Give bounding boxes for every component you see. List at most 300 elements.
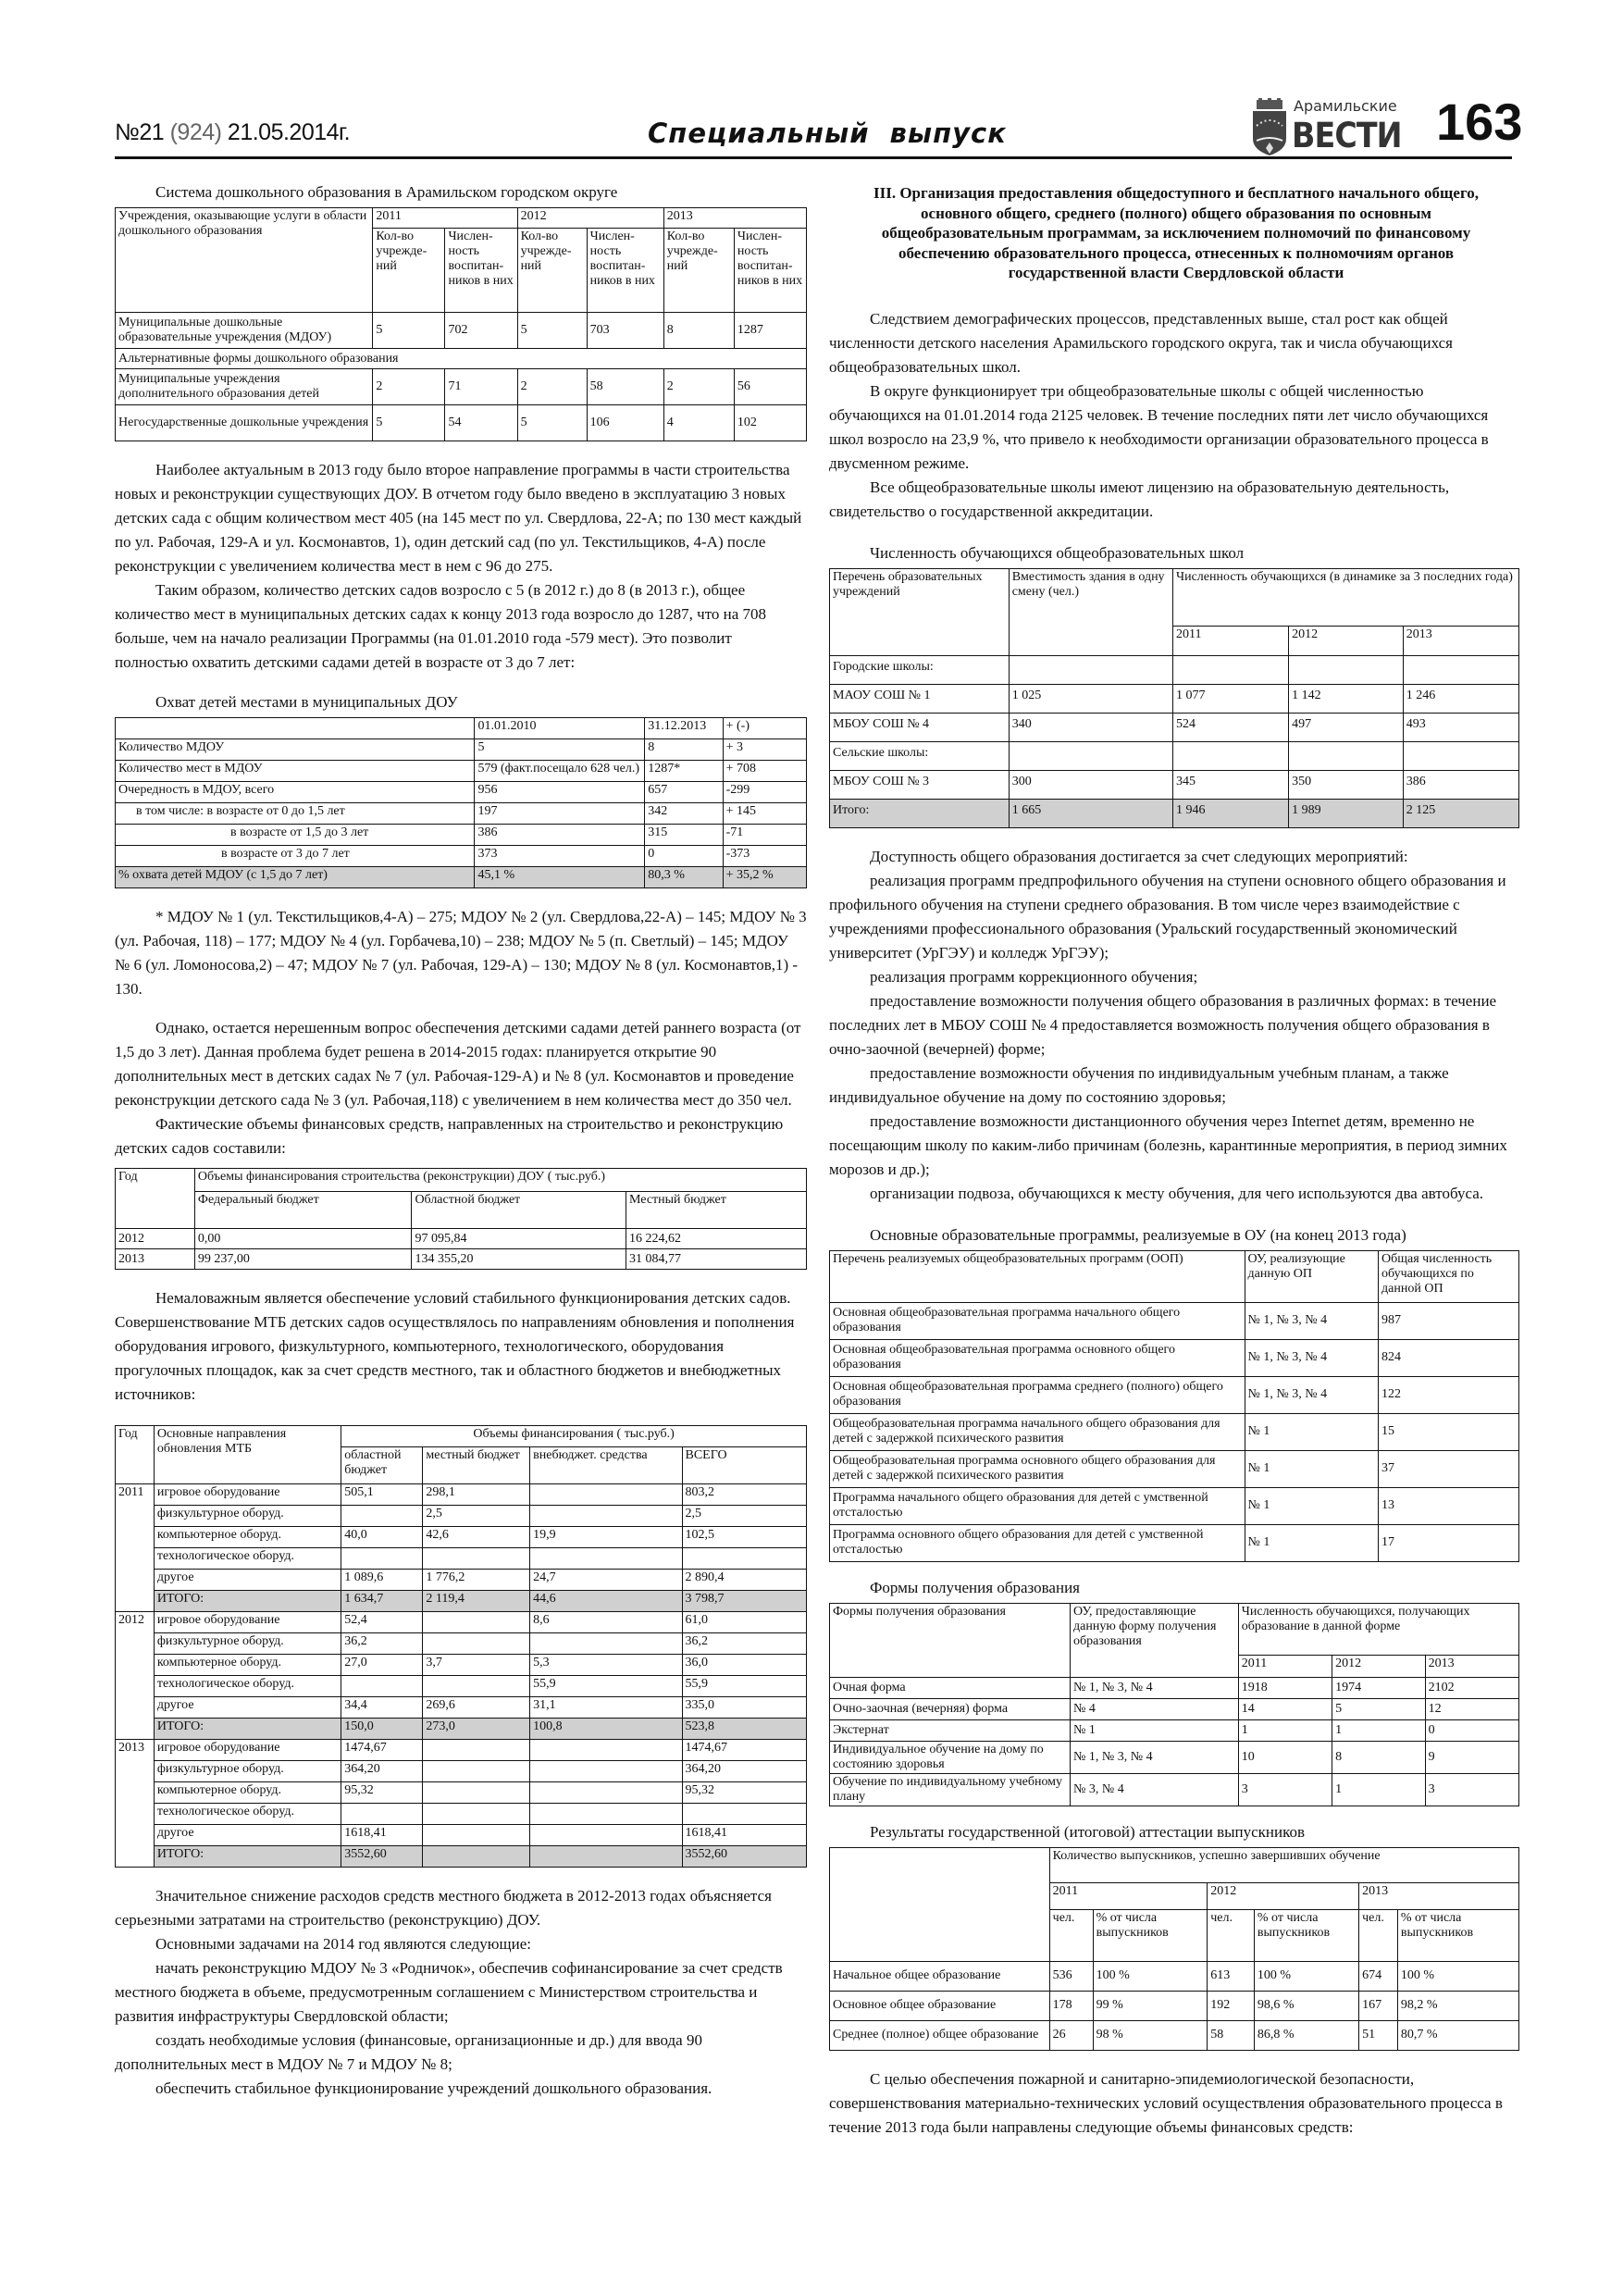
table-cell	[530, 1740, 682, 1761]
table-cell	[423, 1633, 530, 1655]
header-year: 2012	[1332, 1655, 1426, 1677]
table-cell: 613	[1208, 1961, 1255, 1991]
table-cell: ИТОГО:	[154, 1719, 341, 1740]
table-cell: 8,6	[530, 1612, 682, 1633]
table-cell: 987	[1379, 1302, 1519, 1339]
table-cell	[341, 1548, 423, 1570]
table-cell: 45,1 %	[475, 867, 645, 888]
header-cell: местный бюджет	[423, 1447, 530, 1484]
table-cell: 1618,41	[682, 1825, 807, 1846]
table-cell: 8	[1332, 1741, 1426, 1773]
table-cell: 9	[1425, 1741, 1518, 1773]
table-cell: 1 776,2	[423, 1570, 530, 1591]
table-cell: 150,0	[341, 1719, 423, 1740]
table-cell: 373	[475, 846, 645, 867]
paragraph: Таким образом, количество детских садов возросло с 5 (в 2012 г.) до 8 (в 2013 г.), общее количество мест в муниципальных детских садах к концу 2013 года возросло до 1287, что на 708 больше, чем на начало реализации Программы (на 01.01.2010 года -579 мест). Это позволит полностью охватить детскими садами детей в возрасте от 3 до 7 лет:	[115, 581, 767, 671]
table-cell: 2102	[1425, 1677, 1518, 1698]
header-cell: Федеральный бюджет	[194, 1192, 412, 1229]
table-cell: № 4	[1071, 1698, 1239, 1719]
table-caption: Численность обучающихся общеобразовательных школ	[870, 543, 1245, 562]
table-row	[830, 1376, 1519, 1413]
table-cell: 536	[1049, 1961, 1093, 1991]
table-cell: + 145	[723, 803, 806, 825]
table-cell: 55,9	[530, 1676, 682, 1697]
table-cell: № 1, № 3, № 4	[1245, 1376, 1379, 1413]
table-cell: -373	[723, 846, 806, 867]
table-row	[116, 782, 807, 803]
table-row	[116, 846, 807, 867]
header-year: 2011	[1049, 1882, 1208, 1909]
table-cell: 824	[1379, 1339, 1519, 1376]
table-cell: компьютерное оборуд.	[154, 1782, 341, 1804]
table-cell: Количество мест в МДОУ	[116, 761, 475, 782]
header-percent: % от числа выпускников	[1397, 1909, 1518, 1961]
table-cell: 17	[1379, 1524, 1519, 1561]
table-cell: 1	[1332, 1773, 1426, 1806]
table-cell: № 1, № 3, № 4	[1071, 1741, 1239, 1773]
header-count: Кол-во учрежде-ний	[517, 229, 587, 313]
table-row	[116, 1761, 807, 1782]
table-cell: в том числе: в возрасте от 0 до 1,5 лет	[116, 803, 475, 825]
year-cell: 2012	[116, 1612, 155, 1740]
table-cell: 80,7 %	[1397, 2020, 1518, 2050]
table-cell: 36,2	[682, 1633, 807, 1655]
table-row	[830, 1524, 1519, 1561]
table-cell: 1 089,6	[341, 1570, 423, 1591]
table-cell	[530, 1825, 682, 1846]
footnote	[115, 905, 807, 1001]
header-people: чел.	[1359, 1909, 1398, 1961]
paragraph: Немаловажным является обеспечение условий стабильного функционирования детских садов. Совершенствование МТБ детских садов осуществлялось по направлениям обновления и пополнения оборудования игрового, физкультурного, компьютерного, технологического, оборудования прогулочных площадок, как за счет средств местного, так и областного бюджетов и внебюджетных источников:	[115, 1289, 795, 1403]
table-cell: 350	[1289, 770, 1404, 799]
table-cell: Очередность в МДОУ, всего	[116, 782, 475, 803]
table-cell: 95,32	[341, 1782, 423, 1804]
paragraph: предоставление возможности обучения по индивидуальным учебным планам, а также индивидуальное обучение на дому по состоянию здоровья;	[829, 1063, 1449, 1106]
right-column	[829, 183, 1519, 2154]
table-cell: № 1	[1071, 1719, 1239, 1741]
header-empty	[830, 1847, 1050, 1961]
table-cell	[682, 1804, 807, 1825]
table-cell	[530, 1782, 682, 1804]
table-cell	[423, 1825, 530, 1846]
table-cell: 674	[1359, 1961, 1398, 1991]
table-cell: 26	[1049, 2020, 1093, 2050]
table-cell: 3	[1425, 1773, 1518, 1806]
table-cell	[423, 1676, 530, 1697]
table-cell: Основная общеобразовательная программа начального общего образования	[830, 1302, 1245, 1339]
table-cell: 52,4	[341, 1612, 423, 1633]
table-cell: 2 119,4	[423, 1591, 530, 1612]
header-group: Численность обучающихся, получающих образование в данной форме	[1238, 1603, 1518, 1655]
table-cell: 5,3	[530, 1655, 682, 1676]
table-cell: 269,6	[423, 1697, 530, 1719]
table-row	[116, 1527, 807, 1548]
table-cell: 2,5	[682, 1506, 807, 1527]
table-cell: Обучение по индивидуальному учебному плану	[830, 1773, 1071, 1806]
table-cell: 5	[517, 313, 587, 349]
section-heading: III. Организация предоставления общедоступного и бесплатного начального общего, основного общего, среднего (полного) общего образования по основным общеобразовательным программам, за исключением полномочий по финансовому обеспечению образовательного процесса, отнесенных к полномочиям органов государственной власти Свердловской области	[873, 184, 1479, 281]
table-cell: 579 (факт.посещало 628 чел.)	[475, 761, 645, 782]
table-cell: МБОУ СОШ № 3	[830, 770, 1010, 799]
header-group: Численность обучающихся (в динамике за 3 последних года)	[1172, 568, 1518, 626]
table-cell: № 3, № 4	[1071, 1773, 1239, 1806]
table-cell: № 1	[1245, 1413, 1379, 1450]
table-cell: 54	[445, 405, 517, 441]
footnote-text: * МДОУ № 1 (ул. Текстильщиков,4-А) – 275; МДОУ № 2 (ул. Свердлова,22-А) – 145; МДОУ № 3 (ул. Рабочая, 118) – 177; МДОУ № 4 (ул. Горбачева,10) – 238; МДОУ № 5 (п. Светлый) – 145; МДОУ № 6 (ул. Ломоносова,2) – 47; МДОУ № 7 (ул. Рабочая, 129-А) – 130; МДОУ № 8 (ул. Космонавтов,1) - 130.	[115, 908, 807, 998]
table-row	[116, 1697, 807, 1719]
table-cell	[341, 1804, 423, 1825]
table-cell: 345	[1172, 770, 1288, 799]
table-cell: 71	[445, 369, 517, 405]
header-cell: Местный бюджет	[626, 1192, 807, 1229]
table-cell	[1403, 741, 1518, 770]
paragraph: предоставление возможности получения общего образования в различных формах: в течение последних лет в МБОУ СОШ № 4 предоставляется возможность получения общего образования в очно-заочной (вечерней) форме;	[829, 991, 1497, 1058]
title-word: Специальный	[648, 118, 870, 149]
paragraph: реализация программ коррекционного обучения;	[870, 967, 1198, 986]
table-row	[830, 1302, 1519, 1339]
table-row	[116, 1782, 807, 1804]
table-row	[830, 1487, 1519, 1524]
header-count: Кол-во учрежде-ний	[373, 229, 445, 313]
table-cell: Количество МДОУ	[116, 739, 475, 761]
preschool-system-table	[115, 207, 807, 441]
table-cell	[1172, 655, 1288, 684]
table-cell: 86,8 %	[1254, 2020, 1358, 2050]
header-year: 2013	[1359, 1882, 1519, 1909]
header-cell: внебюджет. средства	[530, 1447, 682, 1484]
paragraph: обеспечить стабильное функционирование учреждений дошкольного образования.	[155, 2079, 712, 2097]
header-group: Объемы финансирования ( тыс.руб.)	[341, 1426, 807, 1447]
table-cell: 8	[663, 313, 734, 349]
table-cell: в возрасте от 1,5 до 3 лет	[116, 825, 475, 846]
table-cell	[341, 1506, 423, 1527]
issue-date: 21.05.2014г.	[227, 119, 351, 145]
table-row	[116, 369, 807, 405]
table-cell	[423, 1804, 530, 1825]
table-cell: Муниципальные учреждения дополнительного образования детей	[116, 369, 373, 405]
table-cell: 335,0	[682, 1697, 807, 1719]
header-count: Кол-во учрежде-ний	[663, 229, 734, 313]
table-cell	[682, 1548, 807, 1570]
table-cell: 100,8	[530, 1719, 682, 1740]
table-cell	[530, 1761, 682, 1782]
table-cell: 1	[1238, 1719, 1332, 1741]
table-cell: № 1, № 3, № 4	[1071, 1677, 1239, 1698]
table-cell: 8	[645, 739, 723, 761]
table-cell: 1287	[734, 313, 806, 349]
table-cell: 134 355,20	[412, 1249, 626, 1270]
table-row	[830, 2020, 1519, 2050]
table-cell: 3552,60	[682, 1846, 807, 1868]
table-row	[116, 1719, 807, 1740]
header-year: 2013	[1425, 1655, 1518, 1677]
table-cell: Очная форма	[830, 1677, 1071, 1698]
table-cell: 4	[663, 405, 734, 441]
table-cell: ИТОГО:	[154, 1591, 341, 1612]
logo-title: ВЕСТИ	[1292, 116, 1402, 155]
text-block	[829, 2067, 1519, 2140]
table-row	[116, 1804, 807, 1825]
header-people: чел.	[1049, 1909, 1093, 1961]
table-cell: 1474,67	[682, 1740, 807, 1761]
table-cell: + 3	[723, 739, 806, 761]
table-cell: 31 084,77	[626, 1249, 807, 1270]
table-cell: 13	[1379, 1487, 1519, 1524]
table-caption: Формы получения образования	[870, 1578, 1080, 1596]
table-cell: ИТОГО:	[154, 1846, 341, 1868]
paragraph: создать необходимые условия (финансовые, организационные и др.) для ввода 90 дополнительных мест в МДОУ № 7 и МДОУ № 8;	[115, 2031, 702, 2073]
paragraph: Все общеобразовательные школы имеют лицензию на образовательную деятельность, свидетельство о государственной аккредитации.	[829, 478, 1450, 520]
text-block	[115, 1286, 807, 1407]
header-year: 2012	[1208, 1882, 1359, 1909]
table-row	[830, 713, 1519, 741]
table-cell: Муниципальные дошкольные образовательные учреждения (МДОУ)	[116, 313, 373, 349]
table-cell: Основная общеобразовательная программа основного общего образования	[830, 1339, 1245, 1376]
table-cell: 1 989	[1289, 799, 1404, 827]
table-row	[830, 799, 1519, 827]
paragraph: реализация программ предпрофильного обучения на ступени основного общего образования и профильного обучения на ступени среднего образования. В том числе через взаимодействие с учреждениями профессионального образования (Уральский государственный экономический университет (УрГЭУ) и колледж УрГЭУ);	[829, 871, 1506, 962]
table-cell: 2	[373, 369, 445, 405]
table-cell: 3552,60	[341, 1846, 423, 1868]
table-cell: Сельские школы:	[830, 741, 1010, 770]
header-direction: Основные направления обновления МТБ	[154, 1426, 341, 1484]
table-caption: Система дошкольного образования в Арамильском городском округе	[155, 183, 618, 201]
year-cell: 2013	[116, 1740, 155, 1868]
header-year: 2012	[517, 208, 663, 229]
table-cell: Индивидуальное обучение на дому по состоянию здоровья	[830, 1741, 1071, 1773]
table-cell	[1172, 741, 1288, 770]
paragraph: Наиболее актуальным в 2013 году было второе направление программы в части строительства новых и реконструкции существующих ДОУ. В отчетом году было введено в эксплуатацию 3 новых детских сада с общим количеством мест 405 (на 145 мест по ул. Свердлова, 22-А; по 130 мест каждый по ул. Рабочая, 129-А и ул. Космонавтов, 1), один детский сад (по ул. Текстильщиков, 4-А) после реконструкции с увеличением количества мест в нем с 96 до 275.	[115, 461, 802, 575]
table-row	[116, 1484, 807, 1506]
table-cell: 100 %	[1254, 1961, 1358, 1991]
table-cell: -71	[723, 825, 806, 846]
table-row	[830, 1773, 1519, 1806]
table-cell: 100 %	[1093, 1961, 1208, 1991]
header-form: Формы получения образования	[830, 1603, 1071, 1677]
table-cell	[1403, 655, 1518, 684]
table-cell	[530, 1548, 682, 1570]
table-cell: МАОУ СОШ № 1	[830, 684, 1010, 713]
table-cell	[341, 1676, 423, 1697]
table-cell: 956	[475, 782, 645, 803]
header-year: 2011	[1238, 1655, 1332, 1677]
table-cell: + 708	[723, 761, 806, 782]
issue-info	[115, 118, 350, 146]
table-cell: 36,0	[682, 1655, 807, 1676]
issue-total-number: (924)	[169, 119, 222, 145]
mtb-funding-table	[115, 1425, 807, 1868]
table-row	[830, 1741, 1519, 1773]
title-word: выпуск	[889, 118, 1007, 149]
table-cell: 99 %	[1093, 1991, 1208, 2020]
table-cell	[423, 1612, 530, 1633]
table-cell: другое	[154, 1570, 341, 1591]
table-cell: 1974	[1332, 1677, 1426, 1698]
table-cell	[423, 1846, 530, 1868]
table-cell: 3 798,7	[682, 1591, 807, 1612]
table-cell: физкультурное оборуд.	[154, 1633, 341, 1655]
table-row	[830, 741, 1519, 770]
table-cell: физкультурное оборуд.	[154, 1506, 341, 1527]
table-cell: 5	[475, 739, 645, 761]
table-cell: 16 224,62	[626, 1229, 807, 1249]
table-cell: Основное общее образование	[830, 1991, 1050, 2020]
table-row	[116, 1548, 807, 1570]
table-row	[116, 1846, 807, 1868]
table-cell: 99 237,00	[194, 1249, 412, 1270]
table-cell: 2012	[116, 1229, 195, 1249]
attestation-results-table	[829, 1847, 1519, 2051]
header-year: 2011	[1172, 626, 1288, 655]
paragraph: Следствием демографических процессов, представленных выше, стал рост как общей численности детского населения Арамильского городского округа, так и числа обучающихся общеобразовательных школ.	[829, 309, 1453, 376]
issue-number: №21	[115, 119, 165, 145]
table-row	[116, 405, 807, 441]
table-cell: компьютерное оборуд.	[154, 1527, 341, 1548]
header-percent: % от числа выпускников	[1254, 1909, 1358, 1961]
table-cell: 97 095,84	[412, 1229, 626, 1249]
table-cell: 36,2	[341, 1633, 423, 1655]
page-number: 163	[1436, 93, 1523, 151]
table-cell: 1618,41	[341, 1825, 423, 1846]
table-cell: Основная общеобразовательная программа среднего (полного) общего образования	[830, 1376, 1245, 1413]
header-year: Год	[116, 1169, 195, 1229]
table-row	[116, 867, 807, 888]
table-cell: 24,7	[530, 1570, 682, 1591]
header-cell: 01.01.2010	[475, 718, 645, 739]
table-cell: 58	[587, 369, 663, 405]
table-row	[830, 1991, 1519, 2020]
header-cell	[116, 718, 475, 739]
table-cell: 1 634,7	[341, 1591, 423, 1612]
table-cell: 197	[475, 803, 645, 825]
table-cell: 40,0	[341, 1527, 423, 1548]
table-cell: 5	[373, 405, 445, 441]
table-cell: 19,9	[530, 1527, 682, 1548]
table-cell: 2 890,4	[682, 1570, 807, 1591]
table-cell: 122	[1379, 1376, 1519, 1413]
table-cell: Итого:	[830, 799, 1010, 827]
table-cell	[423, 1548, 530, 1570]
logo-subtitle: Арамильские	[1294, 97, 1397, 115]
text-block	[829, 845, 1519, 1206]
table-cell: 2	[663, 369, 734, 405]
table-cell: игровое оборудование	[154, 1484, 341, 1506]
paragraph: С целью обеспечения пожарной и санитарно-эпидемиологической безопасности, совершенствования материально-технических условий осуществления образовательного процесса в течение 2013 года были направлены следующие объемы финансовых средств:	[829, 2069, 1503, 2136]
table-cell: Общеобразовательная программа основного общего образования для детей с задержкой психического развития	[830, 1450, 1245, 1487]
table-cell: 167	[1359, 1991, 1398, 2020]
table-cell: другое	[154, 1825, 341, 1846]
header-pupils: Числен-ность воспитан-ников в них	[445, 229, 517, 313]
table-cell: 14	[1238, 1698, 1332, 1719]
table-cell: 3,7	[423, 1655, 530, 1676]
table-row	[116, 313, 807, 349]
header-year: 2012	[1289, 626, 1404, 655]
table-cell: 298,1	[423, 1484, 530, 1506]
paragraph: Доступность общего образования достигается за счет следующих мероприятий:	[870, 847, 1408, 865]
table-cell: 273,0	[423, 1719, 530, 1740]
text-block	[115, 458, 807, 675]
table-cell: Альтернативные формы дошкольного образования	[116, 349, 807, 369]
table-cell: 27,0	[341, 1655, 423, 1676]
table-cell: 10	[1238, 1741, 1332, 1773]
table-cell: 2	[517, 369, 587, 405]
table-cell: 1474,67	[341, 1740, 423, 1761]
table-cell: № 1	[1245, 1524, 1379, 1561]
table-row	[830, 1677, 1519, 1698]
paragraph: Основными задачами на 2014 год являются следующие:	[155, 1935, 531, 1953]
table-row	[830, 684, 1519, 713]
programs-table	[829, 1250, 1519, 1562]
table-cell: № 1, № 3, № 4	[1245, 1302, 1379, 1339]
table-cell: 1 077	[1172, 684, 1288, 713]
header-percent: % от числа выпускников	[1093, 1909, 1208, 1961]
table-cell: 1 946	[1172, 799, 1288, 827]
header-cell: Перечень реализуемых общеобразовательных программ (ООП)	[830, 1250, 1245, 1302]
header-year: 2013	[1403, 626, 1518, 655]
table-cell: Экстернат	[830, 1719, 1071, 1741]
table-cell: 42,6	[423, 1527, 530, 1548]
table-cell	[423, 1761, 530, 1782]
header-cell: + (-)	[723, 718, 806, 739]
table-cell: 44,6	[530, 1591, 682, 1612]
table-cell: 15	[1379, 1413, 1519, 1450]
text-block	[115, 1884, 807, 2101]
table-cell: № 1	[1245, 1487, 1379, 1524]
table-cell: технологическое оборуд.	[154, 1548, 341, 1570]
table-cell: игровое оборудование	[154, 1612, 341, 1633]
left-column	[115, 183, 807, 2116]
table-cell: Общеобразовательная программа начального общего образования для детей с задержкой психического развития	[830, 1413, 1245, 1450]
paragraph: Однако, остается нерешенным вопрос обеспечения детскими садами детей раннего возраста (от 1,5 до 3 лет). Данная проблема будет решена в 2014-2015 годах: планируется открытие 90 дополнительных мест в детских садах № 7 (ул. Рабочая-129-А) и № 8 (ул. Космонавтов и проведение реконструкции детского сада № 3 (ул. Рабочая,118) с увеличением в нем количества мест до 350 чел.	[115, 1019, 801, 1109]
table-cell: 61,0	[682, 1612, 807, 1633]
table-row	[116, 825, 807, 846]
table-cell: Начальное общее образование	[830, 1961, 1050, 1991]
table-cell: 342	[645, 803, 723, 825]
table-cell: 102,5	[682, 1527, 807, 1548]
header-year: 2013	[663, 208, 806, 229]
table-cell: 34,4	[341, 1697, 423, 1719]
header-institutions: Учреждения, оказывающие услуги в области дошкольного образования	[116, 208, 373, 313]
table-row	[116, 803, 807, 825]
table-cell: 803,2	[682, 1484, 807, 1506]
table-cell	[530, 1804, 682, 1825]
header-cell: Областной бюджет	[412, 1192, 626, 1229]
table-cell: + 35,2 %	[723, 867, 806, 888]
table-cell: 3	[1238, 1773, 1332, 1806]
table-caption: Охват детей местами в муниципальных ДОУ	[155, 693, 458, 711]
table-cell: 523,8	[682, 1719, 807, 1740]
table-cell: технологическое оборуд.	[154, 1676, 341, 1697]
table-cell: в возрасте от 3 до 7 лет	[116, 846, 475, 867]
table-cell: Очно-заочная (вечерняя) форма	[830, 1698, 1071, 1719]
table-cell	[423, 1740, 530, 1761]
table-cell: 0,00	[194, 1229, 412, 1249]
table-cell: 657	[645, 782, 723, 803]
table-row	[830, 655, 1519, 684]
table-cell: 0	[1425, 1719, 1518, 1741]
header-group: Объемы финансирования строительства (реконструкции) ДОУ ( тыс.руб.)	[194, 1169, 806, 1192]
text-block	[115, 1016, 807, 1160]
table-cell: 497	[1289, 713, 1404, 741]
table-row	[116, 739, 807, 761]
table-cell: -299	[723, 782, 806, 803]
table-row	[116, 1229, 807, 1249]
table-cell: 106	[587, 405, 663, 441]
table-cell: 386	[1403, 770, 1518, 799]
table-row	[830, 1719, 1519, 1741]
table-cell: 58	[1208, 2020, 1255, 2050]
table-cell: другое	[154, 1697, 341, 1719]
